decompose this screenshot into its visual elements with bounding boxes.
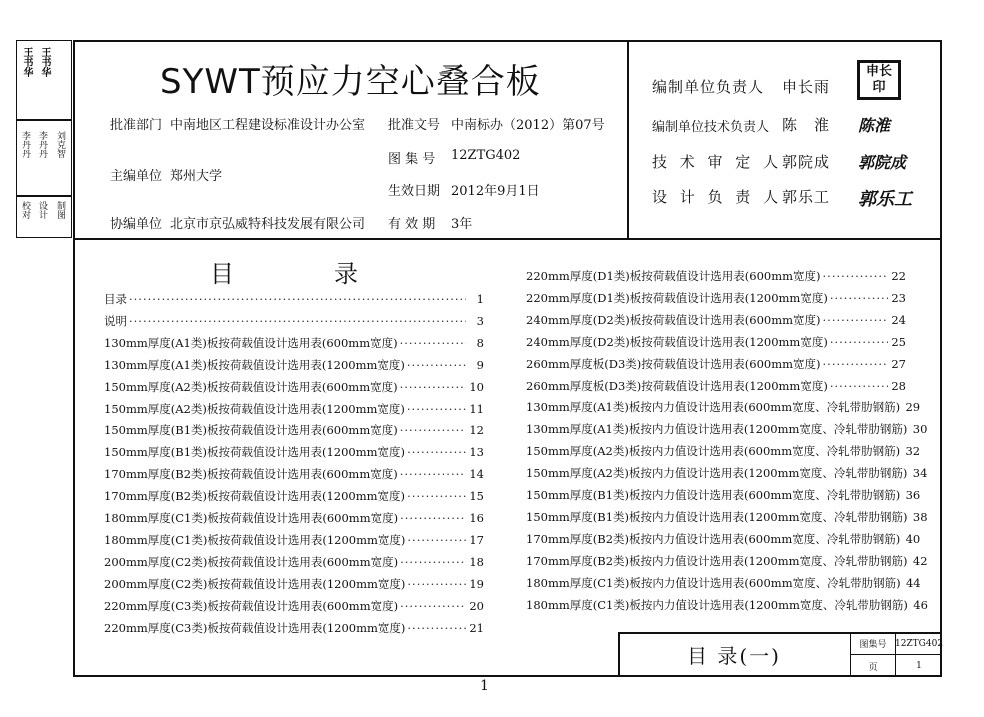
toc-entry — [526, 553, 928, 569]
toc-entry-title: 240mm厚度(D2类)板按荷载值设计选用表(600mm宽度) — [526, 312, 821, 327]
toc-entry — [104, 576, 484, 592]
toc-entry — [526, 378, 906, 394]
responsible-name-1: 申长雨 — [782, 78, 831, 96]
toc-leader-dots — [400, 511, 466, 525]
toc-entry-title: 130mm厚度(A1类)板按内力值设计选用表(600mm宽度、冷轧带肋钢筋) — [526, 400, 901, 415]
toc-entry-page: 34 — [912, 466, 928, 481]
toc-entry — [526, 465, 928, 481]
toc-entry-title: 220mm厚度(C3类)板按荷载值设计选用表(600mm宽度) — [104, 598, 399, 613]
toc-entry — [104, 598, 484, 614]
toc-entry-page: 32 — [905, 444, 921, 459]
toc-entry-page: 20 — [469, 598, 484, 613]
toc-leader-dots — [830, 379, 888, 393]
toc-entry-title: 260mm厚度板(D3类)按荷载值设计选用表(1200mm宽度) — [526, 378, 828, 393]
toc-entry-title: 170mm厚度(B2类)板按内力值设计选用表(600mm宽度、冷轧带肋钢筋) — [526, 531, 901, 546]
toc-leader-dots — [407, 577, 466, 591]
strip-text-3a: 校对 — [20, 201, 30, 219]
signature-4: 郭乐工 — [858, 189, 912, 210]
toc-entry-page: 36 — [905, 488, 921, 502]
toc-entry-title: 180mm厚度(C1类)板按内力值设计选用表(1200mm宽度、冷轧带肋钢筋) — [526, 597, 908, 612]
toc-entry-page: 46 — [913, 597, 928, 612]
toc-leader-dots — [407, 489, 466, 503]
toc-entry — [104, 379, 484, 395]
toc-entry-page: 18 — [469, 554, 484, 569]
toc-leader-dots — [407, 358, 466, 372]
toc-entry-page: 40 — [905, 531, 921, 546]
toc-entry — [104, 554, 484, 570]
atlas-no-cell-value: 12ZTG402 — [894, 638, 944, 649]
toc-entry-page: 12 — [469, 423, 484, 438]
toc-entry-title: 220mm厚度(C3类)板按荷载值设计选用表(1200mm宽度) — [104, 620, 406, 635]
strip-row-1 — [16, 40, 72, 120]
responsible-role-3: 技 术 审 定 人 — [652, 153, 783, 171]
signature-2: 陈淮 — [858, 116, 891, 135]
toc-entry — [104, 488, 484, 504]
toc-entry — [104, 466, 484, 482]
co-unit-label: 协编单位 — [110, 217, 163, 232]
toc-entry — [526, 443, 921, 459]
toc-entry-title: 130mm厚度(A1类)板按内力值设计选用表(1200mm宽度、冷轧带肋钢筋) — [526, 422, 908, 437]
strip-row-2 — [16, 120, 72, 196]
atlas-no-label: 图 集 号 — [388, 152, 436, 167]
toc-leader-dots — [830, 291, 888, 305]
toc-entry — [526, 290, 906, 306]
strip-text-1a: 王书华 — [21, 47, 32, 77]
toc-entry-page: 13 — [469, 445, 484, 460]
toc-entry-page: 22 — [891, 269, 906, 283]
toc-entry-page: 21 — [469, 620, 484, 635]
toc-entry — [526, 487, 921, 503]
atlas-no-cell-label: 图集号 — [859, 640, 887, 650]
toc-leader-dots — [830, 335, 888, 349]
page-number: 1 — [480, 678, 489, 694]
toc-entry-title: 150mm厚度(B1类)板按荷载值设计选用表(1200mm宽度) — [104, 445, 406, 460]
toc-leader-dots — [407, 621, 466, 635]
approval-doc-value: 中南标办（2012）第07号 — [451, 118, 605, 133]
toc-entry-title: 200mm厚度(C2类)板按荷载值设计选用表(1200mm宽度) — [104, 576, 406, 591]
toc-entry-page: 16 — [469, 511, 484, 525]
toc-entry-title: 150mm厚度(B1类)板按荷载值设计选用表(600mm宽度) — [104, 423, 398, 438]
toc-entry — [104, 357, 484, 373]
toc-entry — [104, 510, 484, 526]
toc-entry-title: 150mm厚度(A2类)板按荷载值设计选用表(600mm宽度) — [104, 379, 398, 394]
toc-entry-page: 38 — [912, 509, 928, 524]
toc-entry-title: 180mm厚度(C1类)板按荷载值设计选用表(1200mm宽度) — [104, 532, 406, 547]
toc-entry-page: 28 — [891, 378, 906, 393]
toc-leader-dots — [400, 423, 466, 437]
toc-title-char-a: 目 — [210, 260, 234, 288]
toc-entry — [104, 620, 484, 636]
toc-entry-page: 25 — [891, 334, 906, 349]
toc-leader-dots — [400, 380, 466, 394]
header-vertical-divider — [627, 40, 629, 238]
toc-entry-title: 150mm厚度(A2类)板按内力值设计选用表(1200mm宽度、冷轧带肋钢筋) — [526, 466, 908, 481]
strip-text-1b: 王书华 — [39, 47, 50, 77]
responsible-name-3: 郭院成 — [782, 153, 831, 171]
toc-leader-dots — [129, 292, 466, 306]
strip-text-3b: 设计 — [37, 201, 47, 219]
toc-entry-title: 130mm厚度(A1类)板按荷载值设计选用表(1200mm宽度) — [104, 357, 405, 372]
toc-entry — [104, 291, 484, 307]
toc-leader-dots — [407, 402, 466, 416]
toc-entry-title: 说明 — [104, 313, 127, 328]
toc-leader-dots — [823, 313, 888, 327]
toc-entry — [526, 509, 928, 525]
toc-leader-dots — [129, 314, 466, 328]
toc-entry-title: 150mm厚度(B1类)板按内力值设计选用表(600mm宽度、冷轧带肋钢筋) — [526, 488, 901, 502]
toc-entry-page: 8 — [476, 335, 484, 350]
toc-leader-dots — [400, 336, 466, 350]
toc-entry — [104, 313, 484, 329]
toc-entry — [104, 401, 484, 417]
effective-date-label: 生效日期 — [388, 184, 441, 199]
left-signature-strip — [16, 40, 72, 238]
toc-leader-dots — [823, 269, 888, 283]
toc-entry-page: 15 — [469, 489, 484, 504]
toc-leader-dots — [400, 555, 466, 569]
toc-leader-dots — [407, 445, 466, 459]
toc-title-char-b: 录 — [334, 260, 358, 288]
toc-entry-title: 150mm厚度(B1类)板按内力值设计选用表(1200mm宽度、冷轧带肋钢筋) — [526, 509, 908, 524]
signature-3: 郭院成 — [858, 153, 907, 172]
toc-entry — [526, 334, 906, 350]
approval-dept-value: 中南地区工程建设标准设计办公室 — [170, 118, 366, 133]
toc-entry-title: 220mm厚度(D1类)板按荷载值设计选用表(1200mm宽度) — [526, 290, 828, 305]
toc-entry-title: 200mm厚度(C2类)板按荷载值设计选用表(600mm宽度) — [104, 554, 399, 569]
toc-leader-dots — [400, 467, 466, 481]
toc-entry-page: 14 — [469, 467, 484, 482]
toc-entry — [104, 532, 484, 548]
toc-entry-title: 170mm厚度(B2类)板按荷载值设计选用表(1200mm宽度) — [104, 489, 406, 504]
toc-entry-title: 目录 — [104, 292, 127, 306]
toc-entry-page: 44 — [905, 575, 921, 590]
toc-entry — [526, 268, 906, 284]
effective-date-value: 2012年9月1日 — [451, 184, 540, 199]
toc-entry-page: 17 — [469, 532, 484, 547]
strip-text-2c: 刘克智 — [55, 131, 65, 158]
toc-entry-page: 19 — [469, 576, 484, 591]
toc-entry-page: 24 — [891, 312, 906, 327]
toc-entry — [526, 575, 921, 591]
valid-period-value: 3年 — [451, 217, 473, 232]
chief-unit-value: 郑州大学 — [170, 169, 223, 184]
toc-entry-title: 150mm厚度(A2类)板按内力值设计选用表(600mm宽度、冷轧带肋钢筋) — [526, 444, 901, 459]
toc-entry — [104, 335, 484, 351]
toc-entry-title: 150mm厚度(A2类)板按荷载值设计选用表(1200mm宽度) — [104, 401, 405, 416]
responsible-role-4: 设 计 负 责 人 — [652, 188, 783, 206]
toc-title — [210, 254, 358, 289]
header-divider — [73, 238, 942, 240]
chief-unit-label: 主编单位 — [110, 169, 163, 184]
responsible-role-2: 编制单位技术负责人 — [652, 120, 770, 135]
toc-entry — [526, 399, 921, 415]
toc-entry-page: 27 — [891, 356, 906, 371]
seal-text: 申长印 — [865, 64, 892, 95]
toc-entry-page: 30 — [912, 422, 928, 437]
toc-entry-page: 3 — [476, 313, 484, 328]
toc-leader-dots — [400, 599, 466, 613]
strip-text-3c: 制图 — [55, 201, 65, 219]
toc-entry-page: 11 — [469, 401, 484, 416]
toc-entry — [104, 422, 484, 438]
toc-leader-dots — [407, 533, 466, 547]
strip-row-3 — [16, 196, 72, 238]
toc-entry-page: 29 — [905, 400, 921, 415]
page-cell-label: 页 — [868, 662, 878, 673]
toc-entry-title: 220mm厚度(D1类)板按荷载值设计选用表(600mm宽度) — [526, 269, 821, 283]
toc-entry-page: 42 — [912, 553, 928, 568]
toc-entry-title: 170mm厚度(B2类)板按内力值设计选用表(1200mm宽度、冷轧带肋钢筋) — [526, 553, 908, 568]
toc-entry-page: 23 — [891, 290, 906, 305]
sheet-name: 目 录(一) — [687, 644, 781, 668]
toc-entry-page: 9 — [476, 357, 484, 372]
responsible-role-1: 编制单位负责人 — [652, 78, 765, 96]
toc-entry — [526, 597, 928, 613]
toc-entry-page: 10 — [469, 379, 484, 394]
toc-entry — [526, 531, 921, 547]
toc-entry-title: 180mm厚度(C1类)板按荷载值设计选用表(600mm宽度) — [104, 511, 399, 525]
toc-leader-dots — [823, 357, 888, 371]
toc-entry-title: 170mm厚度(B2类)板按荷载值设计选用表(600mm宽度) — [104, 467, 398, 482]
toc-entry-title: 260mm厚度板(D3类)按荷载值设计选用表(600mm宽度) — [526, 356, 821, 371]
toc-entry-title: 130mm厚度(A1类)板按荷载值设计选用表(600mm宽度) — [104, 335, 398, 350]
co-unit-value: 北京市京弘威特科技发展有限公司 — [170, 217, 366, 232]
approval-doc-label: 批准文号 — [388, 118, 441, 133]
strip-text-2b: 李丹丹 — [37, 131, 47, 158]
atlas-no-value: 12ZTG402 — [451, 148, 521, 163]
approval-dept-label: 批准部门 — [110, 118, 163, 133]
valid-period-label: 有 效 期 — [388, 217, 436, 232]
toc-entry-title: 240mm厚度(D2类)板按荷载值设计选用表(1200mm宽度) — [526, 334, 828, 349]
toc-entry — [104, 444, 484, 460]
toc-entry-title: 180mm厚度(C1类)板按内力值设计选用表(600mm宽度、冷轧带肋钢筋) — [526, 575, 901, 590]
strip-text-2a: 李丹丹 — [20, 131, 30, 158]
seal-stamp — [857, 60, 901, 100]
page-cell-value: 1 — [916, 661, 922, 671]
responsible-name-4: 郭乐工 — [782, 188, 831, 206]
toc-entry-page: 1 — [476, 292, 484, 306]
toc-entry — [526, 421, 928, 437]
document-title: SYWT预应力空心叠合板 — [160, 62, 541, 102]
toc-entry — [526, 356, 906, 372]
responsible-name-2: 陈 淮 — [782, 116, 831, 134]
toc-entry — [526, 312, 906, 328]
